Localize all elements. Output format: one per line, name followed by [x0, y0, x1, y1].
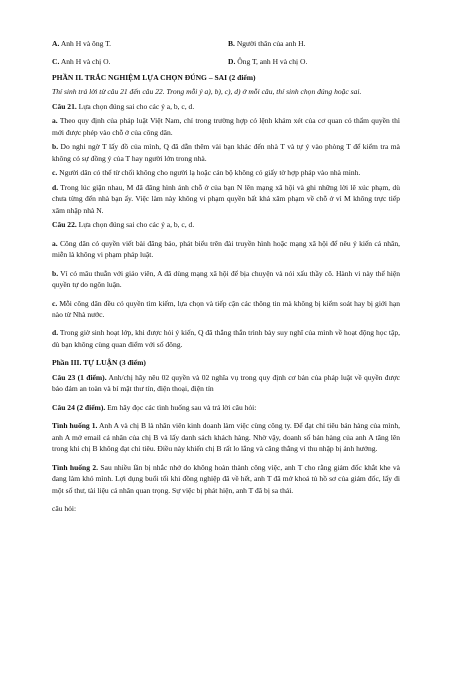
q21-item-d: d. Trong lúc giận nhau, M đã đăng hình ảnh chỗ ở của bạn N lên mạng xã hội và ghi những lời lẽ xúc phạm, dù chưa từng đến nhà bạn ấy. Việc làm này không vi phạm quyền bất khả xâm phạm về chỗ ở vì M không trực tiếp xâm nhập nhà N. [52, 182, 400, 215]
q22-item-a: a. Công dân có quyền viết bài đăng báo, phát biểu trên đài truyền hình hoặc mạng xã hội để nêu ý kiến cá nhân, miễn là không vi phạm pháp luật. [52, 238, 400, 260]
situation-2: Tình huống 2. Sau nhiều lần bị nhắc nhở do không hoàn thành công việc, anh T cho rằng giám đốc khắt khe và đang làm khó mình. Lợi dụng buổi tối khi đồng nghiệp đã về hết, anh T đã mở khoá tủ hồ sơ của giám đốc, lấy đi một số thư, tài liệu cá nhân quan trọng. Sự việc bị phát hiện, anh T đã bị sa thải. [52, 462, 400, 495]
answer-options-row-2 [52, 56, 400, 69]
q22-item-d: d. Trong giờ sinh hoạt lớp, khi được hỏi ý kiến, Q đã thẳng thắn trình bày suy nghĩ của mình về hoạt động học tập, dù bạn không cùng quan điểm với số đông. [52, 328, 400, 349]
q21-item-a: a. Theo quy định của pháp luật Việt Nam, chỉ trong trường hợp có lệnh khám xét của cơ quan có thẩm quyền thì mới được phép vào chỗ ở của công dân. [52, 116, 400, 137]
question-prompt: câu hỏi: [52, 504, 77, 514]
option-a: A. Anh H và ông T. [52, 39, 112, 48]
answer-options-row-1 [52, 38, 400, 51]
q22-item-c: c. Mỗi công dân đều có quyền tìm kiếm, lựa chọn và tiếp cận các thông tin mà không bị kiểm soát hay bị giới hạn nào từ Nhà nước. [52, 298, 400, 319]
part-2-title: PHẦN II. TRẮC NGHIỆM LỰA CHỌN ĐÚNG – SAI (2 điểm) [52, 73, 256, 82]
part-2-instructions: Thí sinh trả lời từ câu 21 đến câu 22. Trong mỗi ý a), b), c), d) ở mỗi câu, thí sinh chọn đúng hoặc sai. [52, 87, 362, 97]
situation-1: Tình huống 1. Anh A và chị B là nhân viên kinh doanh làm việc cùng công ty. Để đạt chỉ tiêu bán hàng của mình, anh A mở email cá nhân của chị B và lấy danh sách khách hàng. Nhờ vậy, doanh số bán hàng của anh A tăng lên trong khi chị B không đạt chỉ tiêu. Điều này khiến chị B rất lo lắng và căng thẳng vì thu nhập bị ảnh hưởng. [52, 421, 400, 454]
exam-page [0, 38, 450, 674]
question-22: Câu 22. Lựa chọn đúng sai cho các ý a, b, c, d. [52, 220, 195, 230]
option-c: C. Anh H và chị O. [52, 57, 111, 66]
option-b: B. Người thân của anh H. [228, 39, 306, 48]
question-24: Câu 24 (2 điểm). Em hãy đọc các tình huống sau và trả lời câu hỏi: [52, 402, 257, 412]
question-21: Câu 21. Lựa chọn đúng sai cho các ý a, b, c, d. [52, 101, 195, 111]
q22-item-b: b. Vì có mâu thuẫn với giáo viên, A đã dùng mạng xã hội để bịa chuyện và nói xấu thầy cô. Hành vi này thể hiện quyền tự do ngôn luận. [52, 268, 400, 290]
q21-item-b: b. Do nghi ngờ T lấy đồ của mình, Q đã dẫn thêm vài bạn khác đến nhà T và tự ý vào phòng T để kiểm tra mà không có sự đồng ý của T hay người lớn trong nhà. [52, 142, 400, 163]
option-d: D. Ông T, anh H và chị O. [228, 57, 308, 66]
q21-item-c: c. Người dân có thể từ chối không cho người lạ hoặc cán bộ không có giấy tờ hợp pháp vào nhà mình. [52, 168, 361, 178]
question-23: Câu 23 (1 điểm). Anh/chị hãy nêu 02 quyền và 02 nghĩa vụ trong quy định cơ bản của pháp luật về quyền được bảo đảm an toàn và bí mật thư tín, điện thoại, điện tín [52, 372, 400, 394]
part-3-title: Phần III. TỰ LUẬN (3 điểm) [52, 358, 146, 368]
